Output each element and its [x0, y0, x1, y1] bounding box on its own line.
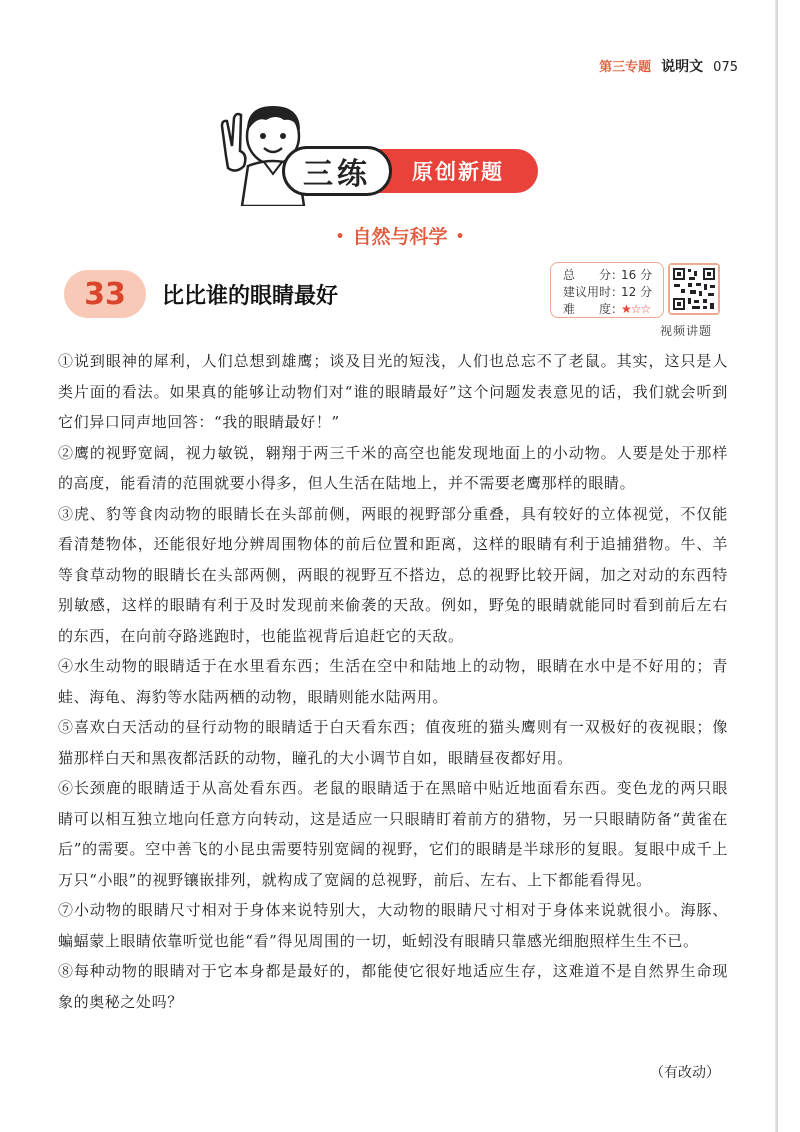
info-total-row — [563, 267, 663, 284]
page-header — [599, 56, 738, 76]
paragraph-6: ⑥长颈鹿的眼睛适于从高处看东西。老鼠的眼睛适于在黑暗中贴近地面看东西。变色龙的两只眼睛可以相互独立地向任意方向转动，这是适应一只眼睛盯着前方的猎物，另一只眼睛防备“黄雀在后”的需要。空中善飞的小昆虫需要特别宽阔的视野，它们的眼睛是半球形的复眼。复眼中成千上万只“小眼”的视野镶嵌排列，就构成了宽阔的总视野，前后、左右、上下都能看得见。 — [58, 779, 728, 889]
difficulty-label: 难 度： — [563, 302, 624, 316]
info-time-row — [563, 284, 663, 301]
paragraph-8: ⑧每种动物的眼睛对于它本身都是最好的，都能使它很好地适应生存，这难道不是自然界生命现象的奥秘之处吗？ — [58, 962, 728, 1011]
time-value: 12 分 — [621, 285, 653, 299]
paragraph-7: ⑦小动物的眼睛尺寸相对于身体来说特别大，大动物的眼睛尺寸相对于身体来说就很小。海豚、蝙蝠蒙上眼睛依靠听觉也能“看”得见周围的一切，蚯蚓没有眼睛只靠感光细胞照样生生不已。 — [58, 901, 728, 950]
banner-sub-label: 原创新题 — [372, 149, 538, 193]
paragraph-1: ①说到眼神的犀利，人们总想到雄鹰；谈及目光的短浅，人们也总忘不了老鼠。其实，这只是人类片面的看法。如果真的能够让动物们对“谁的眼睛最好”这个问题发表意见的话，我们就会听到它们异口同声地回答：“我的眼睛最好！” — [58, 352, 728, 431]
exercise-info-box — [550, 262, 664, 318]
total-label: 总 分： — [563, 268, 624, 282]
time-label: 建议用时： — [563, 285, 624, 299]
total-value: 16 分 — [621, 268, 653, 282]
exercise-number-badge: 33 — [64, 270, 146, 318]
info-difficulty-row — [563, 301, 663, 318]
paragraph-4: ④水生动物的眼睛适于在水里看东西；生活在空中和陆地上的动物，眼睛在水中是不好用的；青蛙、海龟、海豹等水陆两栖的动物，眼睛则能水陆两用。 — [58, 657, 728, 706]
exercise-title: 比比谁的眼睛最好 — [162, 284, 339, 309]
topic-label: 自然与科学 — [352, 226, 448, 248]
bullet-dot-left: • — [335, 229, 345, 245]
difficulty-stars: ★☆☆ — [621, 302, 651, 316]
qr-code-icon[interactable] — [668, 263, 720, 315]
section-banner — [282, 146, 538, 196]
paragraph-3: ③虎、豹等食肉动物的眼睛长在头部前侧，两眼的视野部分重叠，具有较好的立体视觉，不仅能看清楚物体，还能很好地分辨周围物体的前后位置和距离，这样的眼睛有利于追捕猎物。牛、羊等食草动物的眼睛长在头部两侧，两眼的视野互不搭边，总的视野比较开阔，加之对动的东西特别敏感，这样的眼睛有利于及时发现前来偷袭的天敌。例如，野兔的眼睛就能同时看到前后左右的东西，在向前夺路逃跑时，也能监视背后追赶它的天敌。 — [58, 504, 728, 645]
adaptation-note: （有改动） — [650, 1065, 720, 1081]
bullet-dot-right: • — [455, 229, 465, 245]
banner-main-label: 三练 — [282, 146, 392, 196]
topic-heading — [0, 222, 800, 249]
genre-label: 说明文 — [661, 59, 704, 75]
page-edge — [775, 0, 778, 1132]
passage-body — [58, 346, 728, 1017]
paragraph-2: ②鹰的视野宽阔，视力敏锐，翱翔于两三千米的高空也能发现地面上的小动物。人要是处于那样的高度，能看清的范围就要小得多，但人生活在陆地上，并不需要老鹰那样的眼睛。 — [58, 443, 728, 492]
page-number: 075 — [713, 60, 738, 75]
section-label: 第三专题 — [599, 60, 652, 75]
video-lesson-label: 视频讲题 — [660, 324, 713, 338]
paragraph-5: ⑤喜欢白天活动的昼行动物的眼睛适于白天看东西；值夜班的猫头鹰则有一双极好的夜视眼；像猫那样白天和黑夜都活跃的动物，瞳孔的大小调节自如，眼睛昼夜都好用。 — [58, 718, 728, 767]
